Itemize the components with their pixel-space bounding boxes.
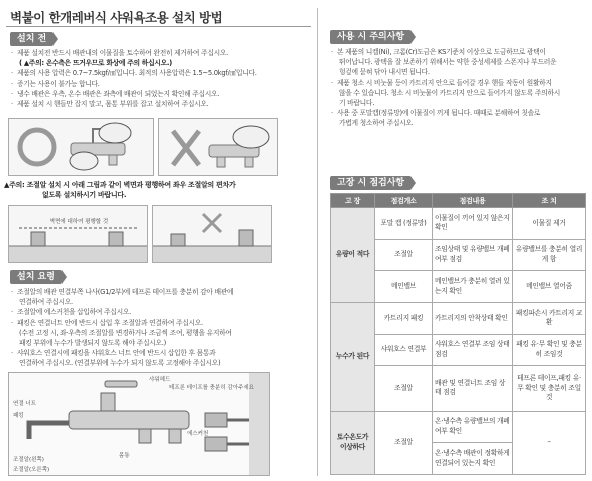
install-before-list (10, 48, 315, 109)
list-item: · 제품 설치전 반드시 배관내의 이물질을 토수하여 완전히 제거하여 주십시오. (10, 48, 315, 58)
list-item: · 증기는 사용이 불가능 합니다. (10, 79, 315, 89)
section-tab-install-main: 설치 요령 (10, 270, 62, 284)
svg-text:샤워헤드: 샤워헤드 (149, 377, 171, 383)
caution-line-1: 주의: 조절알 설치 시 아래 그림과 같이 벽면과 평행하여 좌우 조절알의 편차가 (9, 181, 236, 189)
list-item: 패킹 부위에 누수가 발생되지 않도록 해야 주십시오.) (19, 339, 166, 348)
symptom-cell: 누수가 된다 (331, 302, 375, 411)
list-item: 가볍게 청소하여 주십시오. (339, 119, 414, 128)
check-cell: 샤워호스 연결부 조임 상태 점검 (433, 334, 513, 366)
list-item: ( ▲주의: 온수측은 뜨거우므로 화상에 주의 하십시오.) (19, 59, 172, 68)
list-item: · 패킹은 연결너트 안에 반드시 삽입 후 조절알과 연결하여 주십시오. (10, 318, 315, 328)
svg-text:몸통: 몸통 (119, 453, 130, 459)
col-header-part: 점검개소 (375, 194, 433, 208)
part-cell: 메인밸브 (375, 271, 433, 303)
x-mark-icon (203, 214, 221, 232)
action-cell: 이물질 제거 (513, 208, 586, 240)
part-cell: 카트리지 패킹 (375, 302, 433, 334)
incorrect-install-figure (158, 118, 278, 176)
caution-note (4, 180, 314, 200)
table-row (331, 302, 586, 334)
check-cell: 배관 및 연결너트 조임 상태 점검 (433, 366, 513, 411)
svg-text:테프론 테이프를 충분히 감아주세요: 테프론 테이프를 충분히 감아주세요 (169, 385, 254, 391)
list-item: · 본 제품의 니켈(Ni), 크롬(Cr)도금은 KS기준치 이상으로 도금하므로 광택이 (330, 47, 588, 57)
list-item: 연결하여 주십시오. (19, 298, 73, 307)
install-main-list (10, 287, 315, 369)
section-tab-usage: 사용 시 주의사항 (330, 30, 411, 44)
action-cell: 메인밸브 열어줌 (513, 271, 586, 303)
check-cell: 메인밸브가 충분히 열려 있는지 확인 (433, 271, 513, 303)
parallel-correct-figure (8, 205, 148, 263)
list-item: · 제품 설치 시 핸들만 잡지 말고, 몸통 부위를 잡고 설치하여 주십시오. (10, 99, 315, 109)
action-cell: 유량밸브를 충분히 열리게 함 (513, 239, 586, 271)
o-mark-icon (20, 130, 54, 164)
action-cell: 패킹파손시 카트리지 교환 (513, 302, 586, 334)
list-item: 연결하여 주십시오. (연결부위에 누수가 되지 않도록 고정해야 주십시오) (19, 359, 221, 368)
usage-list (330, 47, 588, 129)
correct-install-figure (8, 118, 154, 176)
svg-text:조절알(오른쪽): 조절알(오른쪽) (13, 467, 50, 473)
correct-install-illustration (9, 119, 154, 176)
action-cell: – (513, 411, 586, 474)
parallel-incorrect-figure (152, 205, 272, 263)
symptom-cell: 토수온도가 이상하다 (331, 411, 375, 474)
section-tab-install-before: 설치 전 (10, 32, 53, 46)
svg-text:조절알(왼쪽): 조절알(왼쪽) (13, 457, 44, 463)
table-row (331, 411, 586, 443)
check-cell: 온·냉수측 배관이 정확하게 연결되어 있는지 확인 (433, 443, 513, 475)
part-cell: 포말 캡 (정류망) (375, 208, 433, 240)
check-cell: 온·냉수측 유량밸브의 개폐여부 확인 (433, 411, 513, 443)
col-header-symptom: 고 장 (331, 194, 375, 208)
list-item: 뛰어납니다. 광택을 잘 보존하기 위해서는 약한 중성세제를 스폰지나 부드러운 (339, 58, 557, 67)
title-underline (6, 26, 311, 27)
parts-diagram (8, 372, 270, 476)
list-item: 기 바랍니다. (339, 99, 375, 108)
wall-shape (9, 246, 148, 263)
list-item: · 사용 중 포말캡(정류망)에 이물질이 끼게 됩니다. 때때로 분해하여 칫솔로 (330, 108, 588, 118)
svg-text:패킹: 패킹 (13, 413, 24, 419)
list-item: 헝겊에 묻혀 닦아 내시면 됩니다. (339, 68, 430, 77)
action-cell: 패킹 유·무 확인 및 충분히 조임것 (513, 334, 586, 366)
hand-drawing (99, 123, 131, 143)
caution-line-2: 없도록 설치하시기 바랍니다. (42, 191, 127, 199)
col-header-check: 점검내용 (433, 194, 513, 208)
list-item: · 샤워호스 연결시에 패킹을 샤워호스 너트 안에 반드시 삽입한 후 몸통과 (10, 348, 315, 358)
table-header-row (331, 194, 586, 208)
check-cell: 조임상태 및 유량밸브 개폐여부 점검 (433, 239, 513, 271)
part-cell: 조절알 (375, 411, 433, 474)
list-item: · 냉수 배관은 우측, 온수 배관은 좌측에 배관이 되었는지 확인해 주십시오. (10, 89, 315, 99)
svg-text:연결 너트: 연결 너트 (13, 401, 37, 407)
incorrect-install-illustration (159, 119, 278, 176)
troubleshooting-table (330, 193, 586, 475)
warning-icon: ▲ (4, 181, 10, 189)
page-title: 벽붙이 한개레버식 샤워욕조용 설치 방법 (10, 10, 223, 25)
part-cell: 샤워호스 연결부 (375, 334, 433, 366)
symptom-cell: 유량이 적다 (331, 208, 375, 303)
x-mark-icon (173, 131, 199, 165)
part-cell: 조절알 (375, 239, 433, 271)
list-item: · 조절알의 배관 연결부쪽 나사(G1/2부)에 테프론 테이프를 충분히 감아 배관에 (10, 287, 315, 297)
list-item: 않을 수 있습니다. 청소 시 비눗물이 카트리지 안으로 들어가지 않도록 주의하시 (339, 88, 560, 97)
svg-text:에스커천: 에스커천 (187, 431, 209, 437)
col-header-action: 조 치 (513, 194, 586, 208)
section-tab-trouble: 고장 시 점검사항 (330, 176, 411, 190)
list-item: · 제품 청소 시 비눗물 등이 카트리지 안으로 들어갈 경우 핸들 작동이 원활하지 (330, 78, 588, 88)
check-cell: 이물질이 끼어 있지 않은지 확인 (433, 208, 513, 240)
table-row (331, 208, 586, 240)
list-item: · 제품의 사용 압력은 0.7~7.5kgf/㎠입니다. 최적의 사용압력은 1.5~5.0kgf/㎠입니다. (10, 68, 315, 78)
part-cell: 조절알 (375, 366, 433, 411)
list-item: · 조절알에 에스커천을 삽입하여 주십시오. (10, 307, 315, 317)
action-cell: 테프론 테이프,패킹 유·무 확인 및 충분히 조일것 (513, 366, 586, 411)
column-divider (317, 8, 318, 476)
check-cell: 카트리지의 안착상태 확인 (433, 302, 513, 334)
parallel-caption: 벽면에 대하여 평행할 것 (49, 219, 109, 225)
list-item: (수전 고정 시, 좌·우측의 조절알를 변경하거나 조금씩 조여, 평행을 유지하여 (19, 328, 232, 337)
faucet-body-shape (69, 411, 189, 429)
